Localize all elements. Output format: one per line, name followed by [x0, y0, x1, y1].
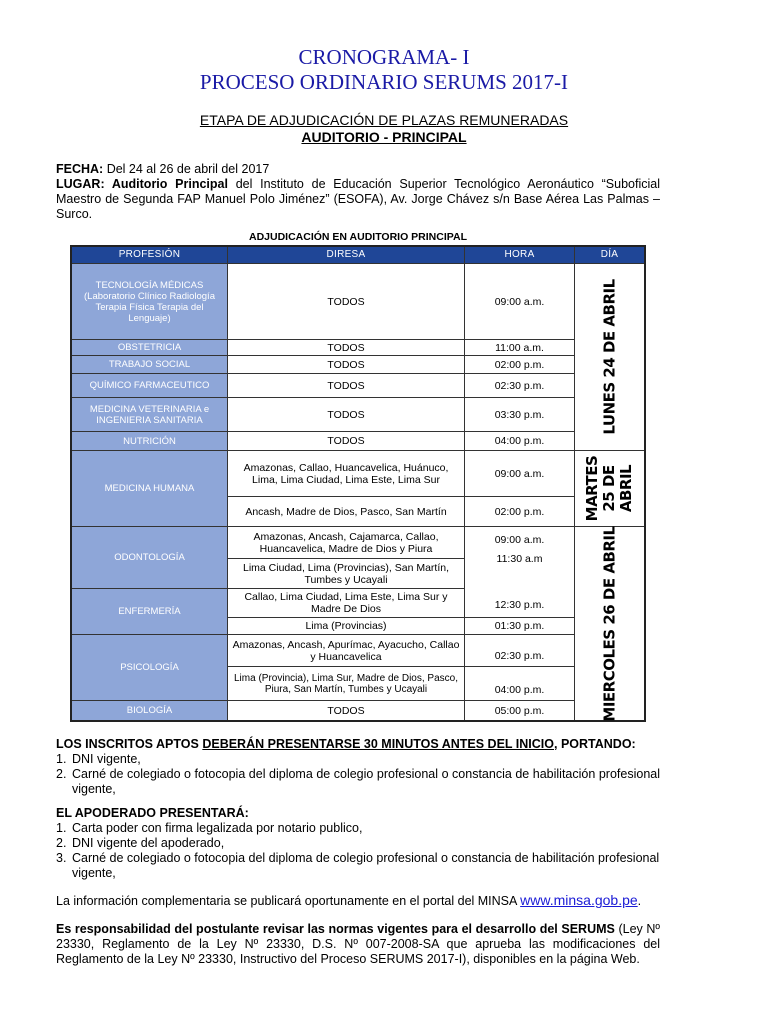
hora-enfermeria-1: 12:30 p.m.: [465, 575, 575, 618]
inscritos-intro-a: LOS INSCRITOS APTOS: [56, 737, 203, 751]
info-text: La información complementaria se publicará oportunamente en el portal del MINSA: [56, 894, 521, 908]
list-number: 2.: [56, 836, 67, 850]
hora-medicina-2: 02:00 p.m.: [465, 497, 575, 527]
list-text: DNI vigente del apoderado,: [72, 836, 225, 850]
list-number: 1.: [56, 752, 67, 766]
diresa-nutricion: TODOS: [228, 432, 465, 451]
hora-psicologia-1: 02:30 p.m.: [465, 635, 575, 667]
hora-nutricion: 04:00 p.m.: [465, 432, 575, 451]
hora-biologia: 05:00 p.m.: [465, 701, 575, 720]
prof-enfermeria: ENFERMERÍA: [72, 589, 228, 635]
prof-veterinaria: MEDICINA VETERINARIA e INGENIERIA SANITARIA: [72, 398, 228, 432]
diresa-trabajo-social: TODOS: [228, 356, 465, 374]
list-number: 1.: [56, 821, 67, 835]
venue-subtitle: AUDITORIO - PRINCIPAL: [301, 129, 467, 145]
apoderado-item-1: [56, 821, 660, 836]
dia-lunes-label: LUNES 24 DE ABRIL: [600, 279, 619, 435]
dia-lunes: [575, 264, 644, 451]
list-text: Carta poder con firma legalizada por notario publico,: [72, 821, 363, 835]
prof-psicologia: PSICOLOGÍA: [72, 635, 228, 701]
hora-tecnologia: 09:00 a.m.: [465, 264, 575, 340]
responsibility-paragraph: [56, 922, 660, 967]
list-text: DNI vigente,: [72, 752, 141, 766]
apoderado-item-3: [56, 851, 660, 881]
diresa-enfermeria-2: Lima (Provincias): [228, 618, 465, 635]
dia-miercoles-label: MIERCOLES 26 DE ABRIL: [600, 525, 619, 722]
list-number: 3.: [56, 851, 67, 865]
apoderado-item-2: [56, 836, 660, 851]
prof-quimico: QUÍMICO FARMACEUTICO: [72, 374, 228, 398]
list-number: 2.: [56, 767, 67, 781]
hora-odontologia-2: 11:30 a.m: [465, 553, 575, 575]
prof-nutricion: NUTRICIÓN: [72, 432, 228, 451]
diresa-medicina-2: Ancash, Madre de Dios, Pasco, San Martín: [228, 497, 465, 527]
prof-tecnologia: TECNOLOGÍA MÉDICAS (Laboratorio Clínico Radiología Terapia Física Terapia del Lenguaje): [72, 264, 228, 340]
document-title-2: PROCESO ORDINARIO SERUMS 2017-I: [199, 70, 569, 94]
fecha-text: Del 24 al 26 de abril del 2017: [103, 162, 270, 176]
prof-medicina: MEDICINA HUMANA: [72, 451, 228, 527]
table-caption: ADJUDICACIÓN EN AUDITORIO PRINCIPAL: [249, 231, 467, 243]
diresa-enfermeria-1: Callao, Lima Ciudad, Lima Este, Lima Sur y Madre De Dios: [228, 589, 465, 618]
prof-biologia: BIOLOGÍA: [72, 701, 228, 720]
header-diresa: DIRESA: [228, 247, 465, 264]
dia-martes-label: MARTES 25 DE ABRIL: [583, 455, 635, 522]
diresa-odontologia-2: Lima Ciudad, Lima (Provincias), San Martín, Tumbes y Ucayali: [228, 559, 465, 589]
schedule-table: [70, 245, 646, 722]
lugar-line: [56, 177, 660, 222]
list-text: Carné de colegiado o fotocopia del diploma de colegio profesional o constancia de habilitación profesional vigente,: [72, 851, 660, 880]
hora-quimico: 02:30 p.m.: [465, 374, 575, 398]
hora-odontologia-1: 09:00 a.m.: [465, 527, 575, 553]
dia-miercoles: [575, 527, 644, 720]
hora-enfermeria-2: 01:30 p.m.: [465, 618, 575, 635]
stage-subtitle: ETAPA DE ADJUDICACIÓN DE PLAZAS REMUNERADAS: [199, 112, 569, 128]
minsa-link[interactable]: www.minsa.gob.pe: [520, 892, 638, 908]
lugar-label: LUGAR: Auditorio Principal: [56, 177, 228, 191]
info-line: [56, 893, 660, 909]
diresa-psicologia-2: Lima (Provincia), Lima Sur, Madre de Dios, Pasco, Piura, San Martín, Tumbes y Ucayali: [228, 667, 465, 701]
dia-martes: [575, 451, 644, 527]
hora-obstetricia: 11:00 a.m.: [465, 340, 575, 356]
inscritos-intro-b: DEBERÁN PRESENTARSE 30 MINUTOS ANTES DEL INICIO: [202, 737, 555, 751]
hora-medicina-1: 09:00 a.m.: [465, 451, 575, 497]
responsibility-text: (Ley Nº 23330, Reglamento de la Ley Nº 23330, D.S. Nº 007-2008-SA que aprueba las modificaciones del Reglamento de la Ley Nº 23330, Instructivo del Proceso SERUMS 2017-I), disponibles en la página Web.: [56, 922, 660, 966]
header-dia: DÍA: [575, 247, 644, 264]
diresa-tecnologia: TODOS: [228, 264, 465, 340]
fecha-line: [56, 162, 660, 177]
inscritos-item-1: [56, 752, 660, 767]
diresa-biologia: TODOS: [228, 701, 465, 720]
prof-trabajo-social: TRABAJO SOCIAL: [72, 356, 228, 374]
prof-obstetricia: OBSTETRICIA: [72, 340, 228, 356]
prof-odontologia: ODONTOLOGÍA: [72, 527, 228, 589]
responsibility-bold: Es responsabilidad del postulante revisar las normas vigentes para el desarrollo del SERUMS: [56, 922, 615, 936]
header-hora: HORA: [465, 247, 575, 264]
inscritos-item-2: [56, 767, 660, 797]
diresa-psicologia-1: Amazonas, Ancash, Apurímac, Ayacucho, Callao y Huancavelica: [228, 635, 465, 667]
diresa-veterinaria: TODOS: [228, 398, 465, 432]
diresa-quimico: TODOS: [228, 374, 465, 398]
inscritos-intro-c: , PORTANDO:: [554, 737, 636, 751]
apoderado-heading: EL APODERADO PRESENTARÁ:: [56, 806, 249, 820]
header-profesion: PROFESIÓN: [72, 247, 228, 264]
hora-veterinaria: 03:30 p.m.: [465, 398, 575, 432]
fecha-label: FECHA:: [56, 162, 104, 176]
hora-trabajo-social: 02:00 p.m.: [465, 356, 575, 374]
diresa-medicina-1: Amazonas, Callao, Huancavelica, Huánuco, Lima, Lima Ciudad, Lima Este, Lima Sur: [228, 451, 465, 497]
document-title-1: CRONOGRAMA- I: [298, 45, 470, 69]
hora-psicologia-2: 04:00 p.m.: [465, 667, 575, 701]
diresa-obstetricia: TODOS: [228, 340, 465, 356]
diresa-odontologia-1: Amazonas, Ancash, Cajamarca, Callao, Huancavelica, Madre de Dios y Piura: [228, 527, 465, 559]
inscritos-heading: [56, 737, 660, 752]
info-end: .: [637, 894, 642, 908]
list-text: Carné de colegiado o fotocopia del diploma de colegio profesional o constancia de habilitación profesional vigente,: [72, 767, 660, 796]
lugar-text: del Instituto de Educación Superior Tecnológico Aeronáutico “Suboficial Maestro de Segunda FAP Manuel Polo Jiménez” (ESOFA), Av. Jorge Chávez s/n Base Aérea Las Palmas – Surco.: [56, 177, 661, 221]
